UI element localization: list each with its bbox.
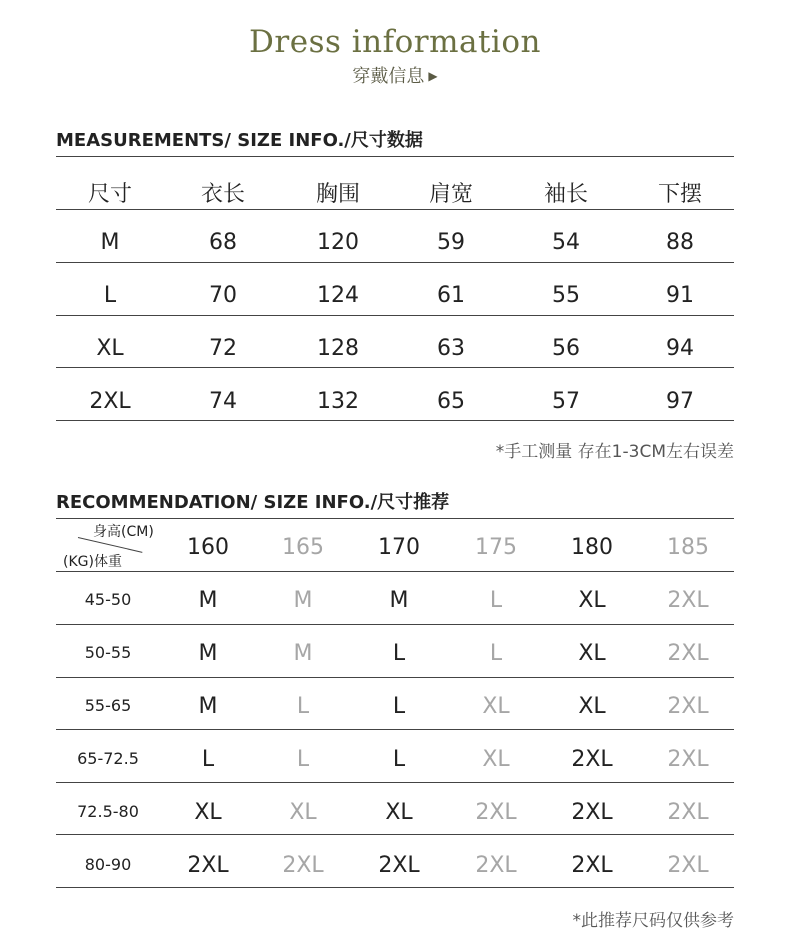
size-recommendation-cell: L — [201, 747, 215, 772]
measurement-cell: 63 — [437, 336, 465, 361]
measurement-cell: 68 — [209, 230, 237, 255]
height-header: 160 — [187, 535, 229, 560]
size-recommendation-cell: M — [389, 588, 409, 613]
weight-cell: 72.5-80 — [77, 802, 139, 821]
size-recommendation-cell: XL — [578, 588, 606, 613]
size-recommendation-cell: L — [392, 694, 406, 719]
size-recommendation-cell: L — [392, 747, 406, 772]
size-recommendation-cell: 2XL — [475, 853, 517, 878]
measurement-cell: 61 — [437, 283, 465, 308]
table-rule — [56, 209, 734, 210]
size-recommendation-cell: L — [296, 747, 310, 772]
height-axis-label: 身高(CM) — [93, 524, 154, 540]
measurement-cell: 59 — [437, 230, 465, 255]
measurement-cell: 57 — [552, 389, 580, 414]
size-recommendation-cell: L — [296, 694, 310, 719]
weight-cell: 80-90 — [84, 855, 132, 874]
size-recommendation-cell: M — [198, 641, 218, 666]
size-recommendation-cell: 2XL — [667, 694, 709, 719]
table-rule — [56, 156, 734, 157]
table-rule — [56, 518, 734, 519]
size-recommendation-cell: 2XL — [667, 853, 709, 878]
weight-cell: 45-50 — [84, 590, 132, 609]
size-recommendation-cell: 2XL — [667, 747, 709, 772]
size-recommendation-cell: XL — [289, 800, 317, 825]
column-header: 衣长 — [200, 182, 246, 207]
measurement-cell: 120 — [317, 230, 359, 255]
measurement-cell: 65 — [437, 389, 465, 414]
page-subtitle — [0, 62, 790, 88]
size-recommendation-cell: 2XL — [378, 853, 420, 878]
measurement-cell: 74 — [209, 389, 237, 414]
measurements-heading: MEASUREMENTS/ SIZE INFO./尺寸数据 — [56, 130, 423, 151]
measurement-cell: 97 — [666, 389, 694, 414]
measurement-cell: 55 — [552, 283, 580, 308]
size-recommendation-cell: 2XL — [667, 800, 709, 825]
measurement-cell: 54 — [552, 230, 580, 255]
table-rule — [56, 677, 734, 678]
height-header: 170 — [378, 535, 420, 560]
play-arrow-icon: ▶ — [428, 69, 438, 83]
size-recommendation-cell: XL — [578, 641, 606, 666]
weight-axis-label: (KG)体重 — [63, 554, 122, 570]
table-rule — [56, 367, 734, 368]
column-header: 尺寸 — [87, 182, 133, 207]
size-recommendation-cell: L — [489, 588, 503, 613]
column-header: 胸围 — [315, 182, 361, 207]
height-header: 165 — [282, 535, 324, 560]
recommendation-heading: RECOMMENDATION/ SIZE INFO./尺寸推荐 — [56, 492, 450, 513]
subtitle-text: 穿戴信息 — [352, 66, 425, 87]
size-recommendation-cell: XL — [482, 694, 510, 719]
column-header: 袖长 — [543, 182, 589, 207]
table-rule — [56, 887, 734, 888]
size-recommendation-cell: 2XL — [571, 853, 613, 878]
measurement-cell: 72 — [209, 336, 237, 361]
table-rule — [56, 624, 734, 625]
size-cell: L — [103, 283, 117, 308]
size-recommendation-cell: M — [293, 641, 313, 666]
size-recommendation-cell: M — [293, 588, 313, 613]
size-recommendation-cell: XL — [578, 694, 606, 719]
measurement-cell: 70 — [209, 283, 237, 308]
size-recommendation-cell: 2XL — [282, 853, 324, 878]
table-rule — [56, 262, 734, 263]
size-recommendation-cell: M — [198, 588, 218, 613]
size-recommendation-cell: 2XL — [667, 588, 709, 613]
table-rule — [56, 571, 734, 572]
weight-cell: 50-55 — [84, 643, 132, 662]
measurements-note: *手工测量 存在1-3CM左右误差 — [495, 442, 734, 462]
measurement-cell: 124 — [317, 283, 359, 308]
measurement-cell: 56 — [552, 336, 580, 361]
table-rule — [56, 420, 734, 421]
height-header: 180 — [571, 535, 613, 560]
size-recommendation-cell: 2XL — [187, 853, 229, 878]
size-recommendation-cell: L — [392, 641, 406, 666]
size-cell: 2XL — [89, 389, 131, 414]
size-recommendation-cell: M — [198, 694, 218, 719]
size-recommendation-cell: 2XL — [667, 641, 709, 666]
table-rule — [56, 782, 734, 783]
page-title: Dress information — [249, 24, 541, 60]
size-recommendation-cell: L — [489, 641, 503, 666]
size-recommendation-cell: XL — [385, 800, 413, 825]
recommendation-note: *此推荐尺码仅供参考 — [572, 911, 734, 931]
size-recommendation-cell: 2XL — [475, 800, 517, 825]
size-cell: XL — [96, 336, 124, 361]
height-header: 185 — [667, 535, 709, 560]
weight-cell: 65-72.5 — [77, 749, 139, 768]
size-recommendation-cell: XL — [482, 747, 510, 772]
column-header: 下摆 — [657, 182, 703, 207]
table-rule — [56, 315, 734, 316]
size-recommendation-cell: 2XL — [571, 747, 613, 772]
measurement-cell: 128 — [317, 336, 359, 361]
size-recommendation-cell: 2XL — [571, 800, 613, 825]
height-header: 175 — [475, 535, 517, 560]
weight-cell: 55-65 — [84, 696, 132, 715]
table-rule — [56, 834, 734, 835]
measurement-cell: 94 — [666, 336, 694, 361]
column-header: 肩宽 — [428, 182, 474, 207]
measurement-cell: 91 — [666, 283, 694, 308]
measurement-cell: 132 — [317, 389, 359, 414]
size-cell: M — [100, 230, 120, 255]
measurement-cell: 88 — [666, 230, 694, 255]
table-rule — [56, 729, 734, 730]
size-recommendation-cell: XL — [194, 800, 222, 825]
